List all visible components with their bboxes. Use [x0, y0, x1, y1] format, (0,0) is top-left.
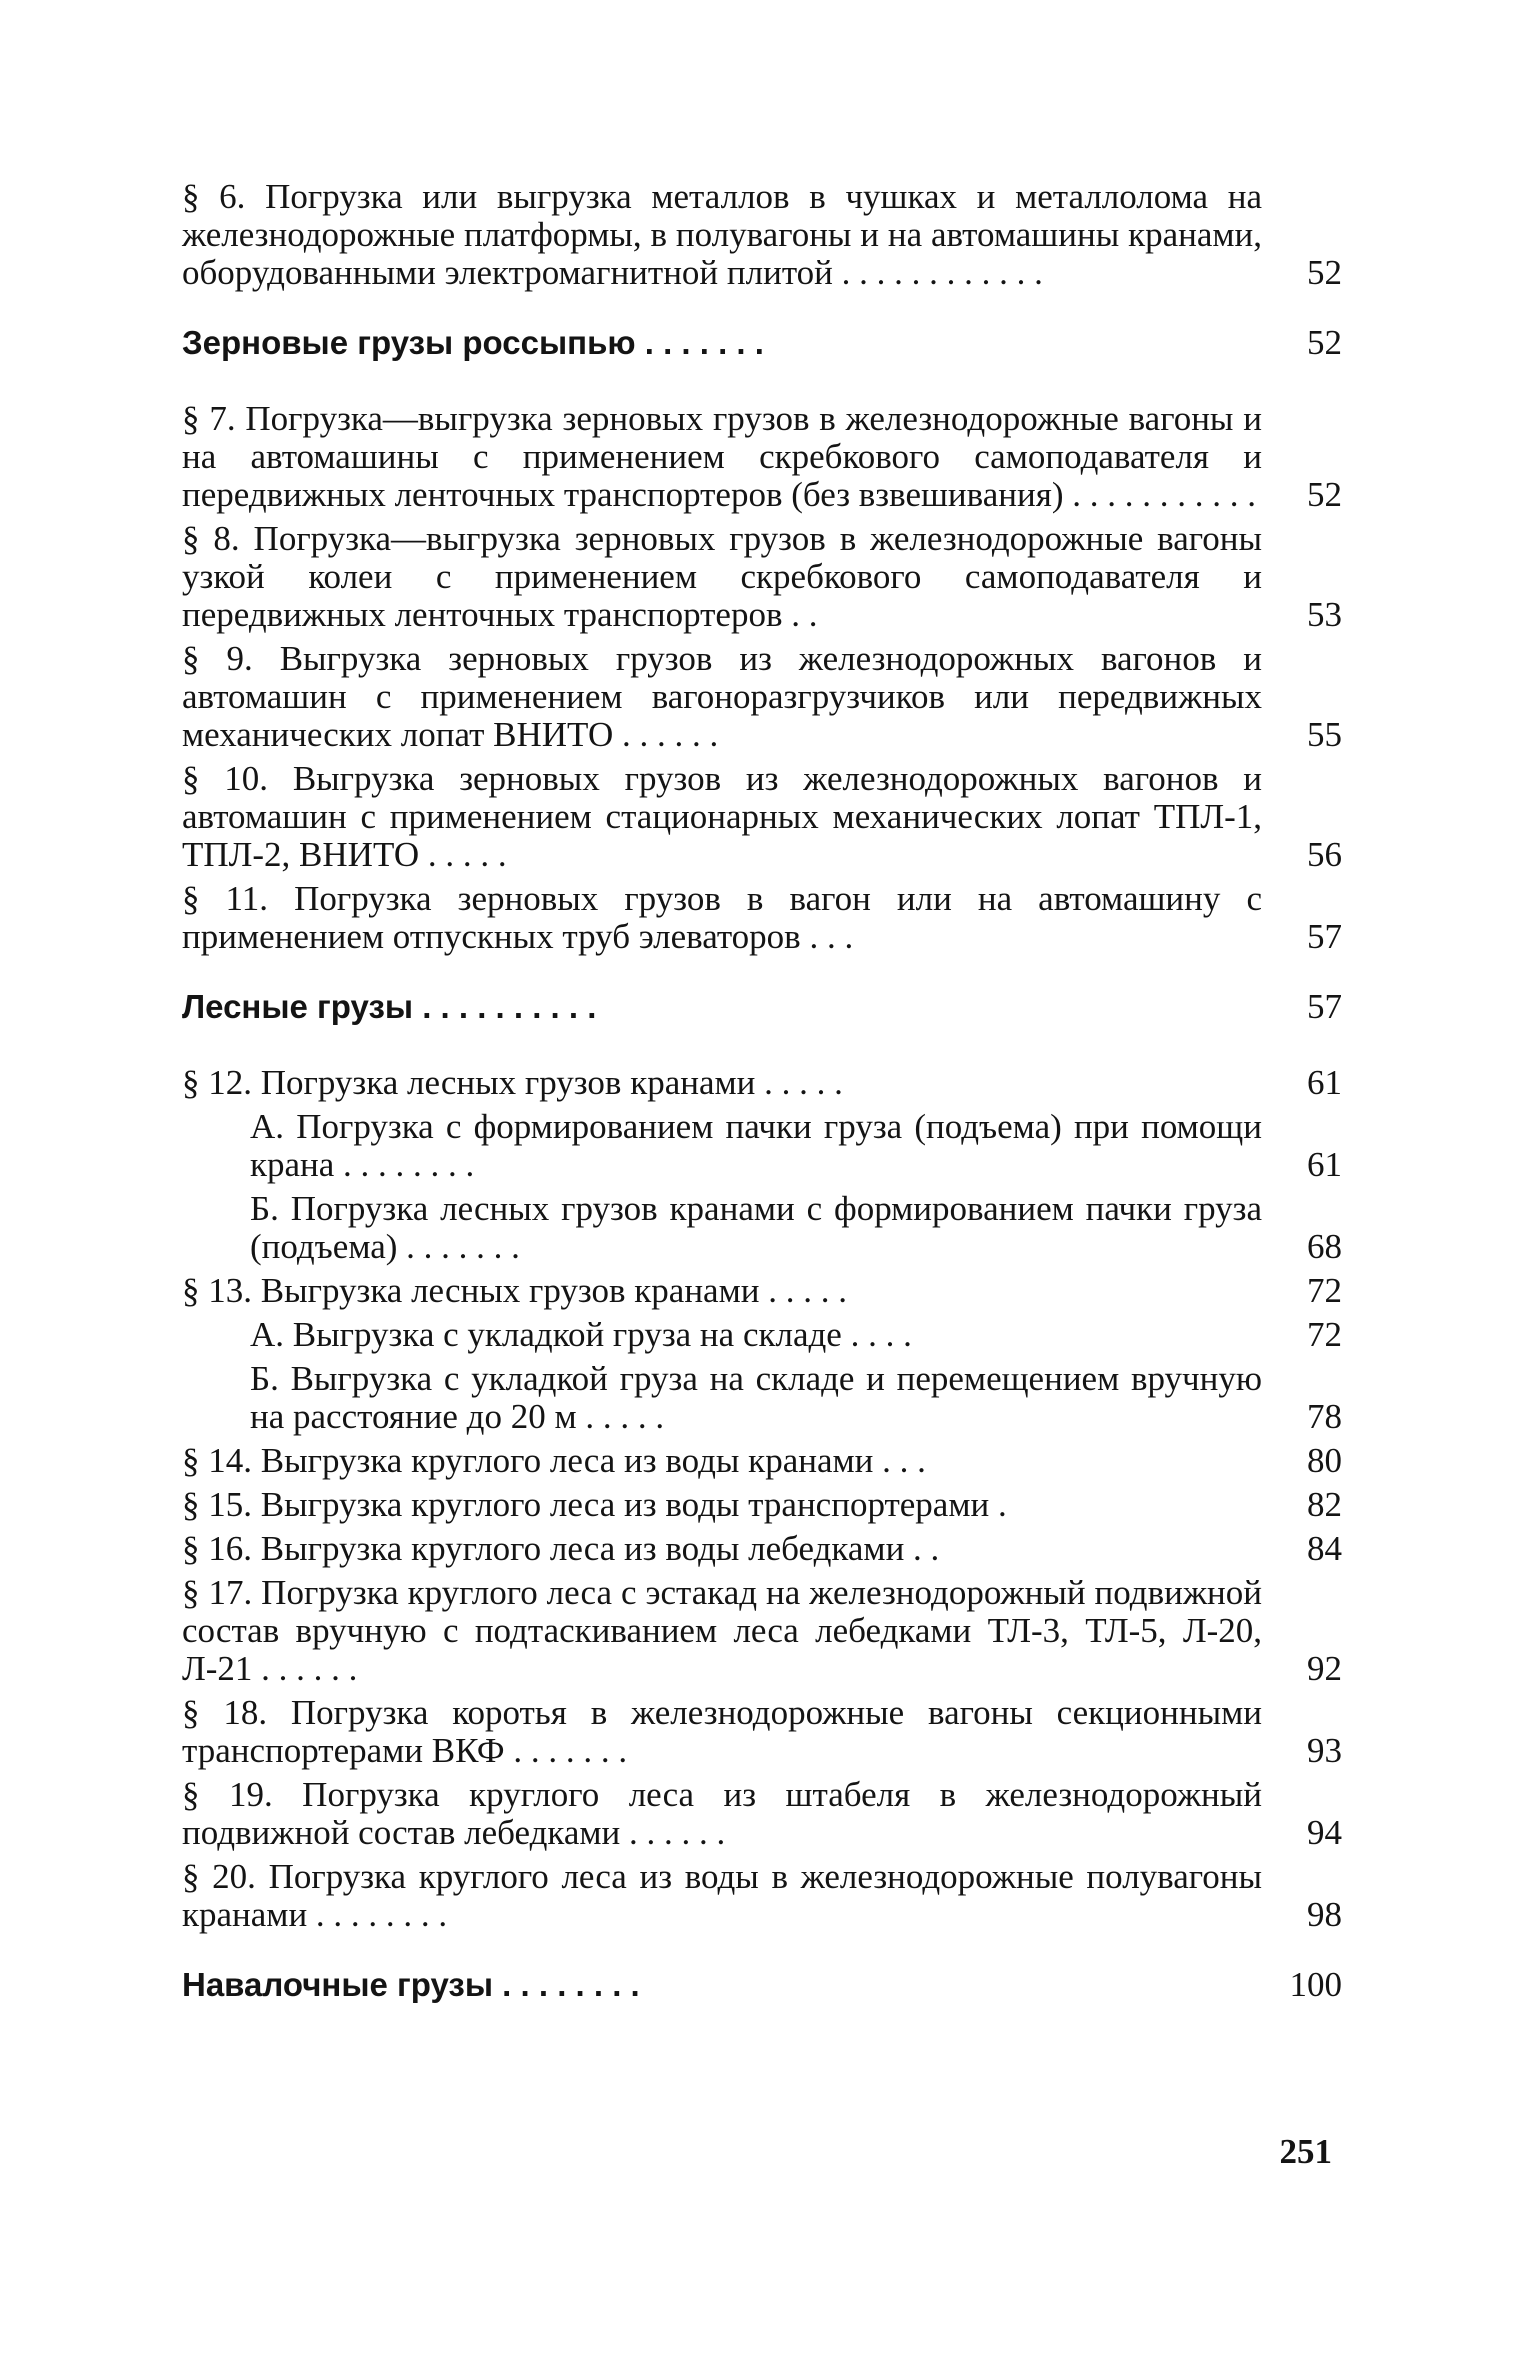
toc-entry	[182, 1694, 1342, 1770]
toc-entry-text: § 20. Погрузка круглого леса из воды в железнодорожные полувагоны кранами . . . . . . . .	[182, 1857, 1262, 1934]
toc-entry-page: 72	[1307, 1271, 1342, 1310]
toc-entry	[182, 640, 1342, 754]
toc-section	[182, 1966, 1342, 2004]
toc-entry-text: § 14. Выгрузка круглого леса из воды кранами . . .	[182, 1441, 926, 1480]
toc-entry-text: § 11. Погрузка зерновых грузов в вагон или на автомашину с применением отпускных труб элеваторов . . .	[182, 879, 1262, 956]
toc-entry	[182, 1858, 1342, 1934]
toc-entry-page: 52	[1307, 475, 1342, 514]
toc-entry-page: 92	[1307, 1649, 1342, 1688]
toc-entry-page: 61	[1307, 1063, 1342, 1102]
toc-entry	[182, 1574, 1342, 1688]
toc-entry-page: 53	[1307, 595, 1342, 634]
toc-entry-page: 82	[1307, 1485, 1342, 1524]
toc-entry	[182, 1776, 1342, 1852]
toc-entry-page: 80	[1307, 1441, 1342, 1480]
toc-entry	[182, 1530, 1342, 1568]
toc-subentry	[182, 1108, 1342, 1184]
toc-section-page: 57	[1307, 987, 1342, 1026]
toc-entry-page: 57	[1307, 917, 1342, 956]
toc-entry-text: А. Выгрузка с укладкой груза на складе . . . .	[250, 1315, 912, 1354]
toc-section-page: 52	[1307, 323, 1342, 362]
toc-section	[182, 324, 1342, 362]
toc-entry-text: § 16. Выгрузка круглого леса из воды лебедками . .	[182, 1529, 940, 1568]
toc-entry-page: 94	[1307, 1813, 1342, 1852]
toc-entry-page: 52	[1307, 253, 1342, 292]
toc-entry-text: § 17. Погрузка круглого леса с эстакад на железнодорожный подвижной состав вручную с подтаскиванием леса лебедками ТЛ-3, ТЛ-5, Л-20, Л-21 . . . . . .	[182, 1573, 1262, 1688]
toc-entry-page: 56	[1307, 835, 1342, 874]
toc-section-page: 100	[1289, 1965, 1342, 2004]
toc-subentry	[182, 1316, 1342, 1354]
toc-entry-text: § 15. Выгрузка круглого леса из воды транспортерами .	[182, 1485, 1007, 1524]
toc-entry-text: § 13. Выгрузка лесных грузов кранами . . . . .	[182, 1271, 847, 1310]
toc-entry-text: § 12. Погрузка лесных грузов кранами . . . . .	[182, 1063, 843, 1102]
toc-section-title: Зерновые грузы россыпью . . . . . . .	[182, 324, 764, 361]
toc-entry	[182, 1442, 1342, 1480]
toc-entry	[182, 520, 1342, 634]
toc-section-title: Лесные грузы . . . . . . . . . .	[182, 988, 597, 1025]
toc-entry	[182, 760, 1342, 874]
toc-subentry	[182, 1360, 1342, 1436]
toc-entry-text: § 10. Выгрузка зерновых грузов из железнодорожных вагонов и автомашин с применением стационарных механических лопат ТПЛ-1, ТПЛ-2, ВНИТО . . . . .	[182, 759, 1262, 874]
toc-entry-text: А. Погрузка с формированием пачки груза (подъема) при помощи крана . . . . . . . .	[250, 1107, 1262, 1184]
toc-entry-page: 72	[1307, 1315, 1342, 1354]
toc-entry-text: § 8. Погрузка—выгрузка зерновых грузов в железнодорожные вагоны узкой колеи с применением скребкового самоподавателя и передвижных ленточных транспортеров . .	[182, 519, 1262, 634]
page-number: 251	[1279, 2132, 1332, 2171]
toc-entry-text: § 6. Погрузка или выгрузка металлов в чушках и металлолома на железнодорожные платформы, в полувагоны и на автомашины кранами, оборудованными электромагнитной плитой . . . . . . . . . . . .	[182, 177, 1262, 292]
toc-entry-page: 93	[1307, 1731, 1342, 1770]
toc-entry-page: 68	[1307, 1227, 1342, 1266]
toc-entry-page: 98	[1307, 1895, 1342, 1934]
toc-section	[182, 988, 1342, 1026]
toc-subentry	[182, 1190, 1342, 1266]
toc-entry-page: 61	[1307, 1145, 1342, 1184]
toc-entry-page: 84	[1307, 1529, 1342, 1568]
toc-entry-text: Б. Выгрузка с укладкой груза на складе и перемещением вручную на расстояние до 20 м . . . . .	[250, 1359, 1262, 1436]
toc-entry	[182, 400, 1342, 514]
toc-entry	[182, 880, 1342, 956]
toc-entry	[182, 1064, 1342, 1102]
toc-entry	[182, 1486, 1342, 1524]
toc-section-title: Навалочные грузы . . . . . . . .	[182, 1966, 640, 2003]
toc-entry	[182, 178, 1342, 292]
toc-entry-page: 78	[1307, 1397, 1342, 1436]
toc-entry-text: § 9. Выгрузка зерновых грузов из железнодорожных вагонов и автомашин с применением вагоноразгрузчиков или передвижных механических лопат ВНИТО . . . . . .	[182, 639, 1262, 754]
toc-entry-text: § 7. Погрузка—выгрузка зерновых грузов в железнодорожные вагоны и на автомашины с применением скребкового самоподавателя и передвижных ленточных транспортеров (без взвешивания) . . . . . . . . . . .	[182, 399, 1262, 514]
toc-entry	[182, 1272, 1342, 1310]
toc-entry-text: Б. Погрузка лесных грузов кранами с формированием пачки груза (подъема) . . . . . . .	[250, 1189, 1262, 1266]
toc-entry-text: § 19. Погрузка круглого леса из штабеля в железнодорожный подвижной состав лебедками . . . . . .	[182, 1775, 1262, 1852]
table-of-contents	[182, 178, 1342, 2042]
toc-entry-text: § 18. Погрузка коротья в железнодорожные вагоны секционными транспортерами ВКФ . . . . . . .	[182, 1693, 1262, 1770]
toc-entry-page: 55	[1307, 715, 1342, 754]
